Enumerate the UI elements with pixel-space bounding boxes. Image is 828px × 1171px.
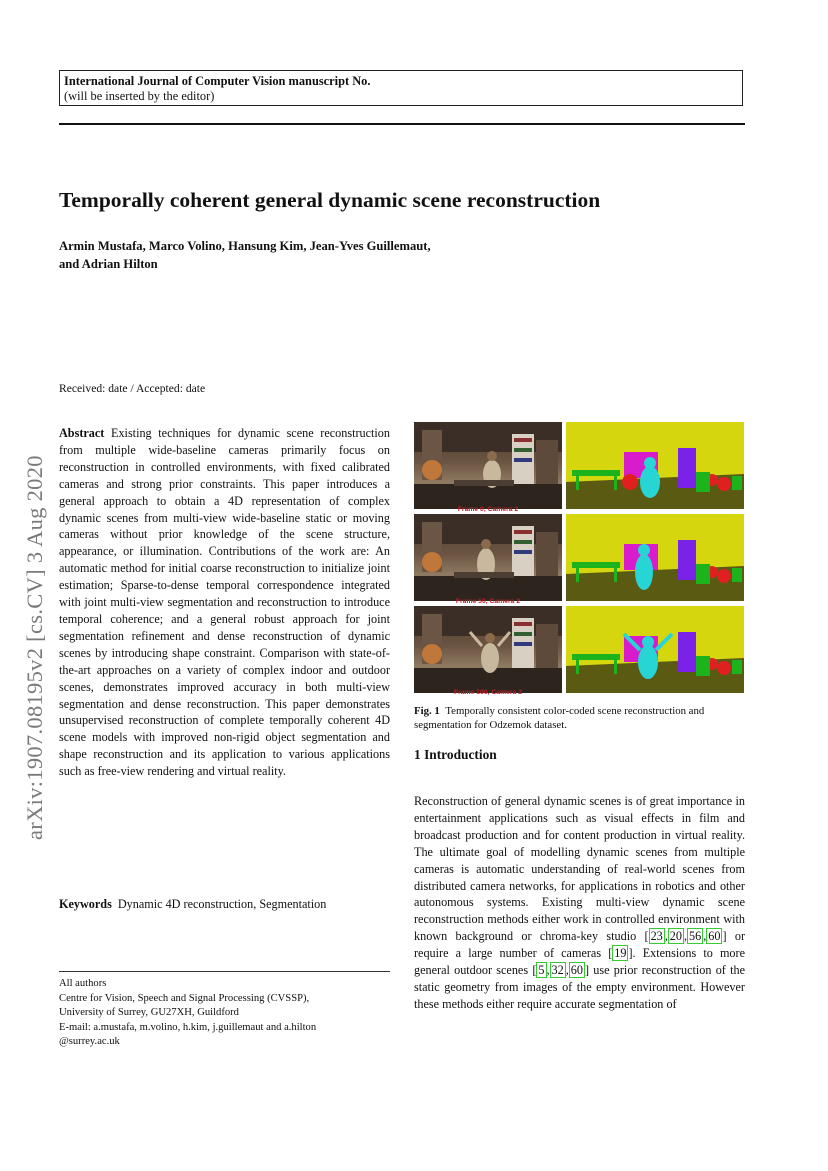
- keywords-text: Dynamic 4D reconstruction, Segmentation: [117, 897, 327, 911]
- intro-part-2: or require a large number of cameras: [414, 929, 745, 961]
- intro-part-3: . Extensions to more general outdoor scenes: [414, 946, 745, 978]
- keywords-heading: Keywords: [59, 897, 112, 911]
- journal-name: International Journal of Computer Vision manuscript No.: [64, 74, 371, 88]
- author-line-1: Armin Mustafa, Marco Volino, Hansung Kim, Jean-Yves Guillemaut,: [59, 239, 431, 253]
- camera-photo-frame-0: [414, 422, 562, 509]
- paper-title: Temporally coherent general dynamic scene reconstruction: [59, 188, 601, 212]
- citation-link[interactable]: 23: [650, 929, 663, 944]
- header-rule: [59, 123, 745, 125]
- abstract-text: Existing techniques for dynamic scene reconstruction from multiple wide-baseline cameras primarily focus on reconstruction in controlled environments, with fixed calibrated cameras and strong prior constraints. This paper introduces a general approach to obtain a 4D representation of complex dynamic scenes from multi-view wide-baseline static or moving cameras without prior knowledge of the scene structure, appearance, or illumination. Contributions of the work are: An automatic method for initial coarse reconstruction to initialize joint estimation; Sparse-to-dense temporal correspondence integrated with joint multi-view segmentation and reconstruction to introduce temporal coherence; and a general robust approach for joint segmentation refinement and dense reconstruction of dynamic scenes by introducing shape constraint. Comparison with state-of-the-art approaches on a variety of complex indoor and outdoor scenes, demonstrates improved accuracy in both multi-view segmentation and dense reconstruction. This paper demonstrates unsupervised reconstruction of complete temporally coherent 4D scene models with improved non-rigid object segmentation and shape reconstruction and its application to various applications such as free-view rendering and virtual reality.: [59, 426, 390, 779]
- author-line-2: and Adrian Hilton: [59, 257, 158, 271]
- caption-heading: Fig. 1: [414, 705, 440, 717]
- camera-photo-frame-100: [414, 606, 562, 693]
- abstract-heading: Abstract: [59, 426, 105, 440]
- journal-header-box: [59, 70, 743, 106]
- section-heading-introduction: [414, 747, 497, 763]
- received-date: Received: date / Accepted: date: [59, 382, 206, 395]
- figure-row-frame-100: [414, 606, 744, 693]
- figure-row-frame-50: [414, 514, 744, 601]
- citation-link[interactable]: 32: [551, 963, 564, 978]
- figure-caption: [414, 704, 745, 732]
- affiliation-footnote: [59, 977, 399, 1050]
- camera-photo-frame-50: [414, 514, 562, 601]
- segmentation-frame-50: [566, 514, 744, 601]
- frame-label-100: Frame 100, Camera 2: [453, 689, 522, 696]
- figure-row-frame-0: [414, 422, 744, 509]
- keywords: [59, 897, 399, 912]
- citation-link[interactable]: 60: [570, 963, 583, 978]
- caption-text: Temporally consistent color-coded scene reconstruction and segmentation for Odzemok dataset.: [414, 705, 705, 731]
- segmentation-frame-0: [566, 422, 744, 509]
- author-list: [59, 237, 579, 273]
- editor-note: (will be inserted by the editor): [64, 89, 215, 103]
- frame-label-50: Frame 50, Camera 2: [455, 598, 521, 605]
- frame-label-0: Frame 0, Camera 2: [457, 506, 519, 513]
- citation-link[interactable]: 60: [708, 929, 721, 944]
- footnote-line-5: @surrey.ac.uk: [59, 1036, 120, 1047]
- figure-1: [414, 422, 744, 697]
- abstract: [59, 425, 390, 780]
- segmentation-frame-100: [566, 606, 744, 693]
- section-title: Introduction: [424, 747, 497, 762]
- footnote-rule: [59, 971, 390, 972]
- citation-link[interactable]: 5: [538, 963, 545, 978]
- citation-link[interactable]: 20: [669, 929, 682, 944]
- intro-part-1: Reconstruction of general dynamic scenes is of great importance in entertainment applications such as visual effects in film and broadcast production and for content production in virtual reality. The ultimate goal of modelling dynamic scenes from multiple cameras is automatic understanding of real-world scenes from distributed camera networks, for applications in robotics and other autonomous systems. Existing multi-view dynamic scene reconstruction methods either work in controlled environment with known background or chroma-key studio: [414, 794, 745, 944]
- citation-link[interactable]: 56: [689, 929, 702, 944]
- citation-link[interactable]: 19: [614, 946, 627, 961]
- section-number: 1: [414, 747, 421, 762]
- intro-part-4: use prior reconstruction of the static geometry from images of the empty environment. However these methods either require accurate segmentation of: [414, 963, 745, 1011]
- footnote-line-4: E-mail: a.mustafa, m.volino, h.kim, j.guillemaut and a.hilton: [59, 1021, 317, 1033]
- footnote-line-1: All authors: [59, 978, 107, 989]
- arxiv-stamp: arXiv:1907.08195v2 [cs.CV] 3 Aug 2020: [22, 455, 47, 840]
- footnote-line-3: University of Surrey, GU27XH, Guildford: [59, 1007, 239, 1018]
- footnote-line-2: Centre for Vision, Speech and Signal Processing (CVSSP),: [59, 992, 310, 1004]
- introduction-text: Reconstruction of general dynamic scenes is of great importance in entertainment applications such as visual effects in film and broadcast production and for content production in virtual reality. The ultimate goal of modelling dynamic scenes from multiple cameras is automatic understanding of real-world scenes from distributed camera networks, for applications in robotics and other autonomous systems. Existing multi-view dynamic scene reconstruction methods either work in controlled environment with known background or chroma-key studio [ 23 , 20 , 56 , 60 ] or require a large number of cameras [ 19 ]. Extensions to more general outdoor scenes [ 5 , 32 , 60 ] use prior reconstruction of the static geometry from images of the empty environment. However these methods either require accurate segmentation of: [414, 794, 745, 1011]
